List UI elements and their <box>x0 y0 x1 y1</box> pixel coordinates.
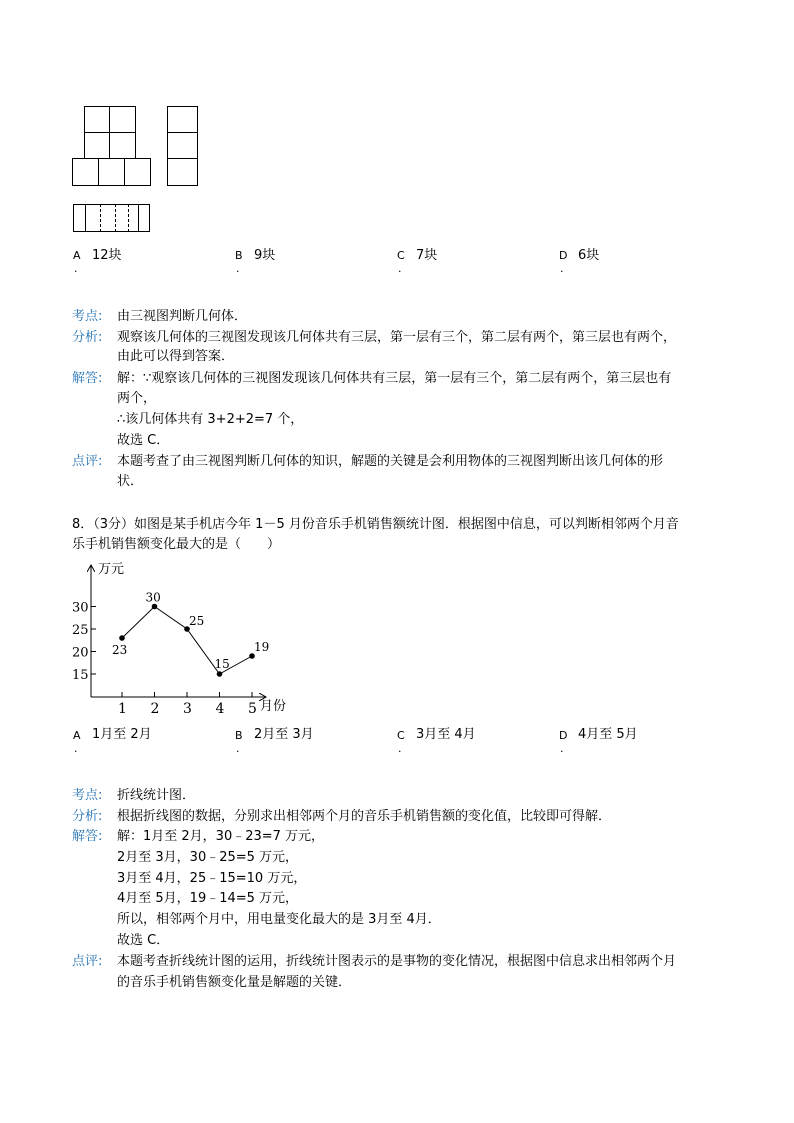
fenxi-text: 观察该几何体的三视图发现该几何体共有三层，第一层有三个，第二层有两个，第三层也有两个， <box>117 330 677 345</box>
data-label: 23 <box>112 643 128 657</box>
series-line <box>112 591 269 677</box>
option-c-letter: C <box>397 729 405 742</box>
fenxi-label: 分析: <box>72 330 103 345</box>
option-b-text[interactable]: 9块 <box>254 248 276 263</box>
y-tick-label: 20 <box>72 645 89 661</box>
top-view-dashed-line <box>128 204 129 232</box>
jieda-label: 解答: <box>72 371 103 386</box>
kaodian-text: 由三视图判断几何体． <box>117 309 248 324</box>
data-point <box>119 635 125 641</box>
line-chart <box>60 558 290 718</box>
data-point <box>152 604 158 610</box>
top-view-dashed-line <box>100 204 101 232</box>
data-label: 25 <box>189 614 205 628</box>
dianping-label: 点评: <box>72 454 103 469</box>
y-tick-label: 15 <box>72 668 89 683</box>
option-dot: . <box>236 742 240 755</box>
front-view-cell <box>109 106 136 133</box>
option-d-text[interactable]: 4月至 5月 <box>578 727 638 742</box>
option-a-letter: A <box>73 249 81 262</box>
x-ticks <box>118 692 257 717</box>
jieda-text: 所以，相邻两个月中，用电量变化最大的是 3月至 4月． <box>117 912 441 927</box>
option-d-letter: D <box>559 729 568 742</box>
jieda-text: 2月至 3月，30﹣25=5 万元， <box>117 850 299 865</box>
option-b-letter: B <box>235 249 243 262</box>
front-view-cell <box>72 158 99 186</box>
option-b-letter: B <box>235 729 243 742</box>
top-view-dashed-line <box>85 204 86 232</box>
fenxi-label: 分析: <box>72 809 103 824</box>
question-stem: 乐手机销售额变化最大的是（ ） <box>72 537 281 552</box>
option-dot: . <box>236 262 240 275</box>
kaodian-text: 折线统计图． <box>117 788 196 803</box>
option-c-text[interactable]: 7块 <box>416 248 438 263</box>
front-view-cell <box>98 158 125 186</box>
jieda-text: 解：∵观察该几何体的三视图发现该几何体共有三层，第一层有三个，第二层有两个，第三层也有 <box>117 371 672 386</box>
x-tick-label: 5 <box>248 701 257 717</box>
jieda-text: 3月至 4月，25﹣15=10 万元， <box>117 871 307 886</box>
x-tick-label: 2 <box>150 701 160 717</box>
top-view-dashed-line <box>138 204 139 232</box>
option-b-text[interactable]: 2月至 3月 <box>254 727 314 742</box>
front-view-cell <box>84 132 110 159</box>
y-tick-label: 25 <box>72 623 89 638</box>
y-axis-label: 万元 <box>98 562 125 577</box>
option-dot: . <box>398 742 402 755</box>
option-d-text[interactable]: 6块 <box>578 248 600 263</box>
side-view-cell <box>167 158 198 186</box>
dianping-text: 的音乐手机销售额变化量是解题的关键． <box>117 975 352 990</box>
jieda-text: ∴该几何体共有 3+2+2=7 个， <box>117 412 304 427</box>
option-a-text[interactable]: 1月至 2月 <box>92 727 152 742</box>
option-c-letter: C <box>397 249 405 262</box>
x-tick-label: 4 <box>215 701 225 717</box>
jieda-text: 两个， <box>117 391 157 406</box>
data-label: 19 <box>254 640 270 654</box>
fenxi-text: 由此可以得到答案． <box>117 349 235 364</box>
option-dot: . <box>74 742 78 755</box>
front-view-cell <box>124 158 151 186</box>
dianping-text: 状． <box>117 474 144 489</box>
option-dot: . <box>560 742 564 755</box>
option-dot: . <box>560 262 564 275</box>
y-ticks <box>72 601 96 684</box>
x-axis-label: 月份 <box>260 699 287 714</box>
side-view-cell <box>167 132 198 159</box>
option-dot: . <box>398 262 402 275</box>
jieda-label: 解答: <box>72 829 103 844</box>
jieda-text: 故选 C． <box>117 433 170 448</box>
dianping-text: 本题考查了由三视图判断几何体的知识，解题的关键是会利用物体的三视图判断出该几何体的形 <box>117 454 664 469</box>
front-view-cell <box>84 106 110 133</box>
front-view-cell <box>109 132 136 159</box>
side-view-cell <box>167 106 198 133</box>
kaodian-label: 考点: <box>72 309 103 324</box>
x-tick-label: 1 <box>118 701 127 717</box>
y-tick-label: 30 <box>72 600 89 616</box>
option-a-letter: A <box>73 729 81 742</box>
dianping-text: 本题考查折线统计图的运用，折线统计图表示的是事物的变化情况，根据图中信息求出相邻两个月 <box>117 954 677 969</box>
series-polyline <box>122 607 252 675</box>
data-point <box>249 653 255 659</box>
fenxi-text: 根据折线图的数据，分别求出相邻两个月的音乐手机销售额的变化值，比较即可得解． <box>117 809 612 824</box>
option-dot: . <box>74 262 78 275</box>
jieda-text: 解：1月至 2月，30﹣23=7 万元， <box>117 829 325 844</box>
option-a-text[interactable]: 12块 <box>92 248 122 263</box>
option-d-letter: D <box>559 249 568 262</box>
dianping-label: 点评: <box>72 954 103 969</box>
x-tick-label: 3 <box>183 701 192 717</box>
data-point <box>217 671 223 677</box>
kaodian-label: 考点: <box>72 788 103 803</box>
jieda-text: 故选 C． <box>117 933 170 948</box>
top-view-dashed-line <box>115 204 116 232</box>
option-c-text[interactable]: 3月至 4月 <box>416 727 476 742</box>
data-label: 30 <box>145 590 161 605</box>
jieda-text: 4月至 5月，19﹣14=5 万元， <box>117 891 299 906</box>
data-label: 15 <box>214 657 230 671</box>
question-stem: 8．（3分）如图是某手机店今年 1－5 月份音乐手机销售额统计图．根据图中信息，可以判断相邻两个月音 <box>72 517 679 532</box>
